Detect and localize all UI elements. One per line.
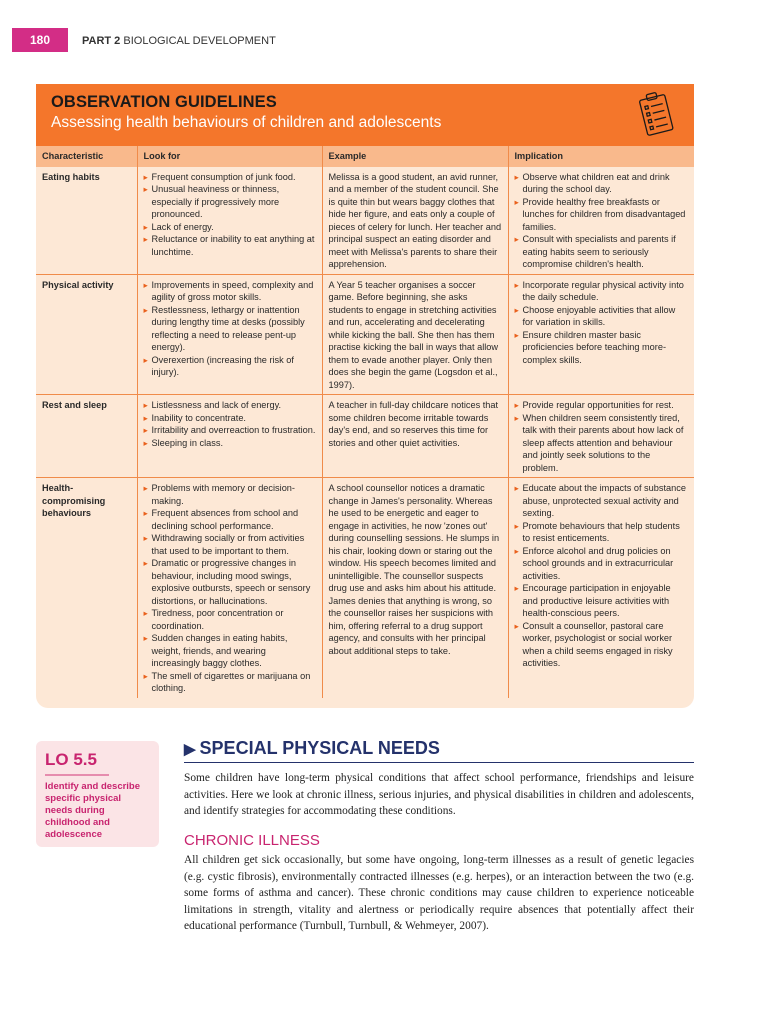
look-for-cell [137,395,322,478]
list-item: ▸ Consult with specialists and parents if eating habits seem to seriously compromise children's health. [515,233,689,271]
column-header: Characteristic [36,146,137,167]
list-item: ▸ Frequent consumption of junk food. [144,171,316,184]
table-row [36,274,694,395]
list-item: ▸ Incorporate regular physical activity into the daily schedule. [515,279,689,304]
table-body [36,167,694,698]
list-item: ▸ Dramatic or progressive changes in behaviour, including mood swings, explosive outbursts, speech or sensory distortions, or hallucinations. [144,557,316,607]
list-item: ▸ Enforce alcohol and drug policies on school grounds and in extracurricular activities. [515,545,689,583]
list-item: ▸ Educate about the impacts of substance abuse, unprotected sexual activity and sexting. [515,482,689,520]
intro-paragraph: Some children have long-term physical conditions that affect school performance, friendships and leisure activities. Here we look at chronic illness, serious injuries, and physical disabilities in children and adolescents, and identify strategies for accommodating these conditions. [184,772,694,817]
implication-cell [508,167,694,275]
list-item: ▸ Sudden changes in eating habits, weight, friends, and wearing increasingly baggy clothes. [144,632,316,670]
implication-cell [508,478,694,698]
box-title: OBSERVATION GUIDELINES [51,93,277,111]
list-item: ▸ Listlessness and lack of energy. [144,399,316,412]
list-item: ▸ Restlessness, lethargy or inattention during lengthy time at desks (possibly reflecting a need to release pent-up energy). [144,304,316,354]
box-subtitle: Assessing health behaviours of children and adolescents [51,114,442,131]
learning-objective-panel [36,741,159,847]
subheading: CHRONIC ILLNESS [184,832,320,849]
section-heading-text: SPECIAL PHYSICAL NEEDS [199,738,440,758]
list-item: ▸ Improvements in speed, complexity and agility of gross motor skills. [144,279,316,304]
look-for-cell [137,274,322,395]
table-header-row [36,146,694,167]
list-item: ▸ Withdrawing socially or from activities that used to be important to them. [144,532,316,557]
list-item: ▸ When children seem consistently tired, talk with their parents about how lack of sleep affects attention and behaviour and jointly seek solutions to the problem. [515,412,689,475]
table-row [36,478,694,698]
column-header: Implication [508,146,694,167]
list-item: ▸ Promote behaviours that help students to resist enticements. [515,520,689,545]
implication-cell [508,395,694,478]
example-cell: A Year 5 teacher organises a soccer game. Before beginning, she asks students to engage in stretching activities and run, accelerating and decelerating while kicking the ball. She then has them practise kicking the ball in ways that allow them to evade another player. Only then does she begin the game (Logsdon et al., 1997). [322,274,508,395]
lo-text: Identify and describe specific physical needs during childhood and adolescence [45,781,141,840]
list-item: ▸ Consult a counsellor, pastoral care worker, psychologist or social worker when a child seems engaged in risky activities. [515,620,689,670]
characteristic-cell: Physical activity [36,274,137,395]
list-item: ▸ Observe what children eat and drink during the school day. [515,171,689,196]
box-header [36,84,694,146]
lo-number: LO 5.5 [45,750,97,769]
observation-guidelines-box [36,84,694,708]
list-item: ▸ Encourage participation in enjoyable and productive leisure activities with health-conscious peers. [515,582,689,620]
characteristic-cell: Rest and sleep [36,395,137,478]
column-header: Example [322,146,508,167]
list-item: ▸ Reluctance or inability to eat anything at lunchtime. [144,233,316,258]
body-paragraph: All children get sick occasionally, but some have ongoing, long-term illnesses as a result of genetic legacies (e.g. cystic fibrosis), environmentally contracted illnesses (e.g. herpes), or an interaction between the two (e.g. some forms of asthma and cancer). These chronic conditions may cause children to experience noticeable limitations in strength, vitality and alertness or periodically require absences that potentially affect their educational performance (Turnbull, Turnbull, & Wehmeyer, 2007). [184,854,694,932]
section-heading [184,738,694,763]
implication-cell [508,274,694,395]
look-for-cell [137,478,322,698]
example-cell: A teacher in full-day childcare notices that some children become irritable towards day's end, and so reserves this time for stories and other quiet activities. [322,395,508,478]
list-item: ▸ Frequent absences from school and declining school performance. [144,507,316,532]
look-for-cell [137,167,322,275]
characteristic-cell: Health-compromising behaviours [36,478,137,698]
list-item: ▸ Provide healthy free breakfasts or lunches for children from disadvantaged families. [515,196,689,234]
triangle-icon: ▶ [184,741,196,758]
part-label: PART 2 [82,35,121,47]
list-item: ▸ Choose enjoyable activities that allow for variation in skills. [515,304,689,329]
list-item: ▸ Sleeping in class. [144,437,316,450]
list-item: ▸ Problems with memory or decision-making. [144,482,316,507]
list-item: ▸ Overexertion (increasing the risk of injury). [144,354,316,379]
table-row [36,395,694,478]
running-head [82,35,276,47]
table-row [36,167,694,275]
list-item: ▸ Irritability and overreaction to frustration. [144,424,316,437]
page-number: 180 [12,28,68,52]
lo-divider [45,774,109,776]
list-item: ▸ Ensure children master basic proficiencies before teaching more-complex skills. [515,329,689,367]
column-header: Look for [137,146,322,167]
list-item: ▸ Lack of energy. [144,221,316,234]
list-item: ▸ Unusual heaviness or thinness, especially if progressively more pronounced. [144,183,316,221]
guidelines-table [36,146,694,698]
list-item: ▸ Provide regular opportunities for rest. [515,399,689,412]
list-item: ▸ The smell of cigarettes or marijuana on clothing. [144,670,316,695]
clipboard-icon [632,88,680,140]
example-cell: A school counsellor notices a dramatic change in James's personality. Whereas he used to be energetic and eager to engage in activities, he now 'zones out' during counselling sessions. He slumps in his chair, looking down or staring out the window. His speech becomes limited and unintelligible. The counsellor suspects drug use and asks him about his attitude. James denies that anything is wrong, so the counsellor raises her suspicions with him, offering referral to a drug support agency, and consults with her principal about additional steps to take. [322,478,508,698]
list-item: ▸ Inability to concentrate. [144,412,316,425]
list-item: ▸ Tiredness, poor concentration or coordination. [144,607,316,632]
characteristic-cell: Eating habits [36,167,137,275]
example-cell: Melissa is a good student, an avid runner, and a member of the student council. She is quite thin but wears baggy clothes that hide her figure, and eats only a couple of pieces of celery for lunch. Her teacher and principal suspect an eating disorder and meet with Melissa's parents to share their apprehension. [322,167,508,275]
part-title: BIOLOGICAL DEVELOPMENT [123,35,276,47]
